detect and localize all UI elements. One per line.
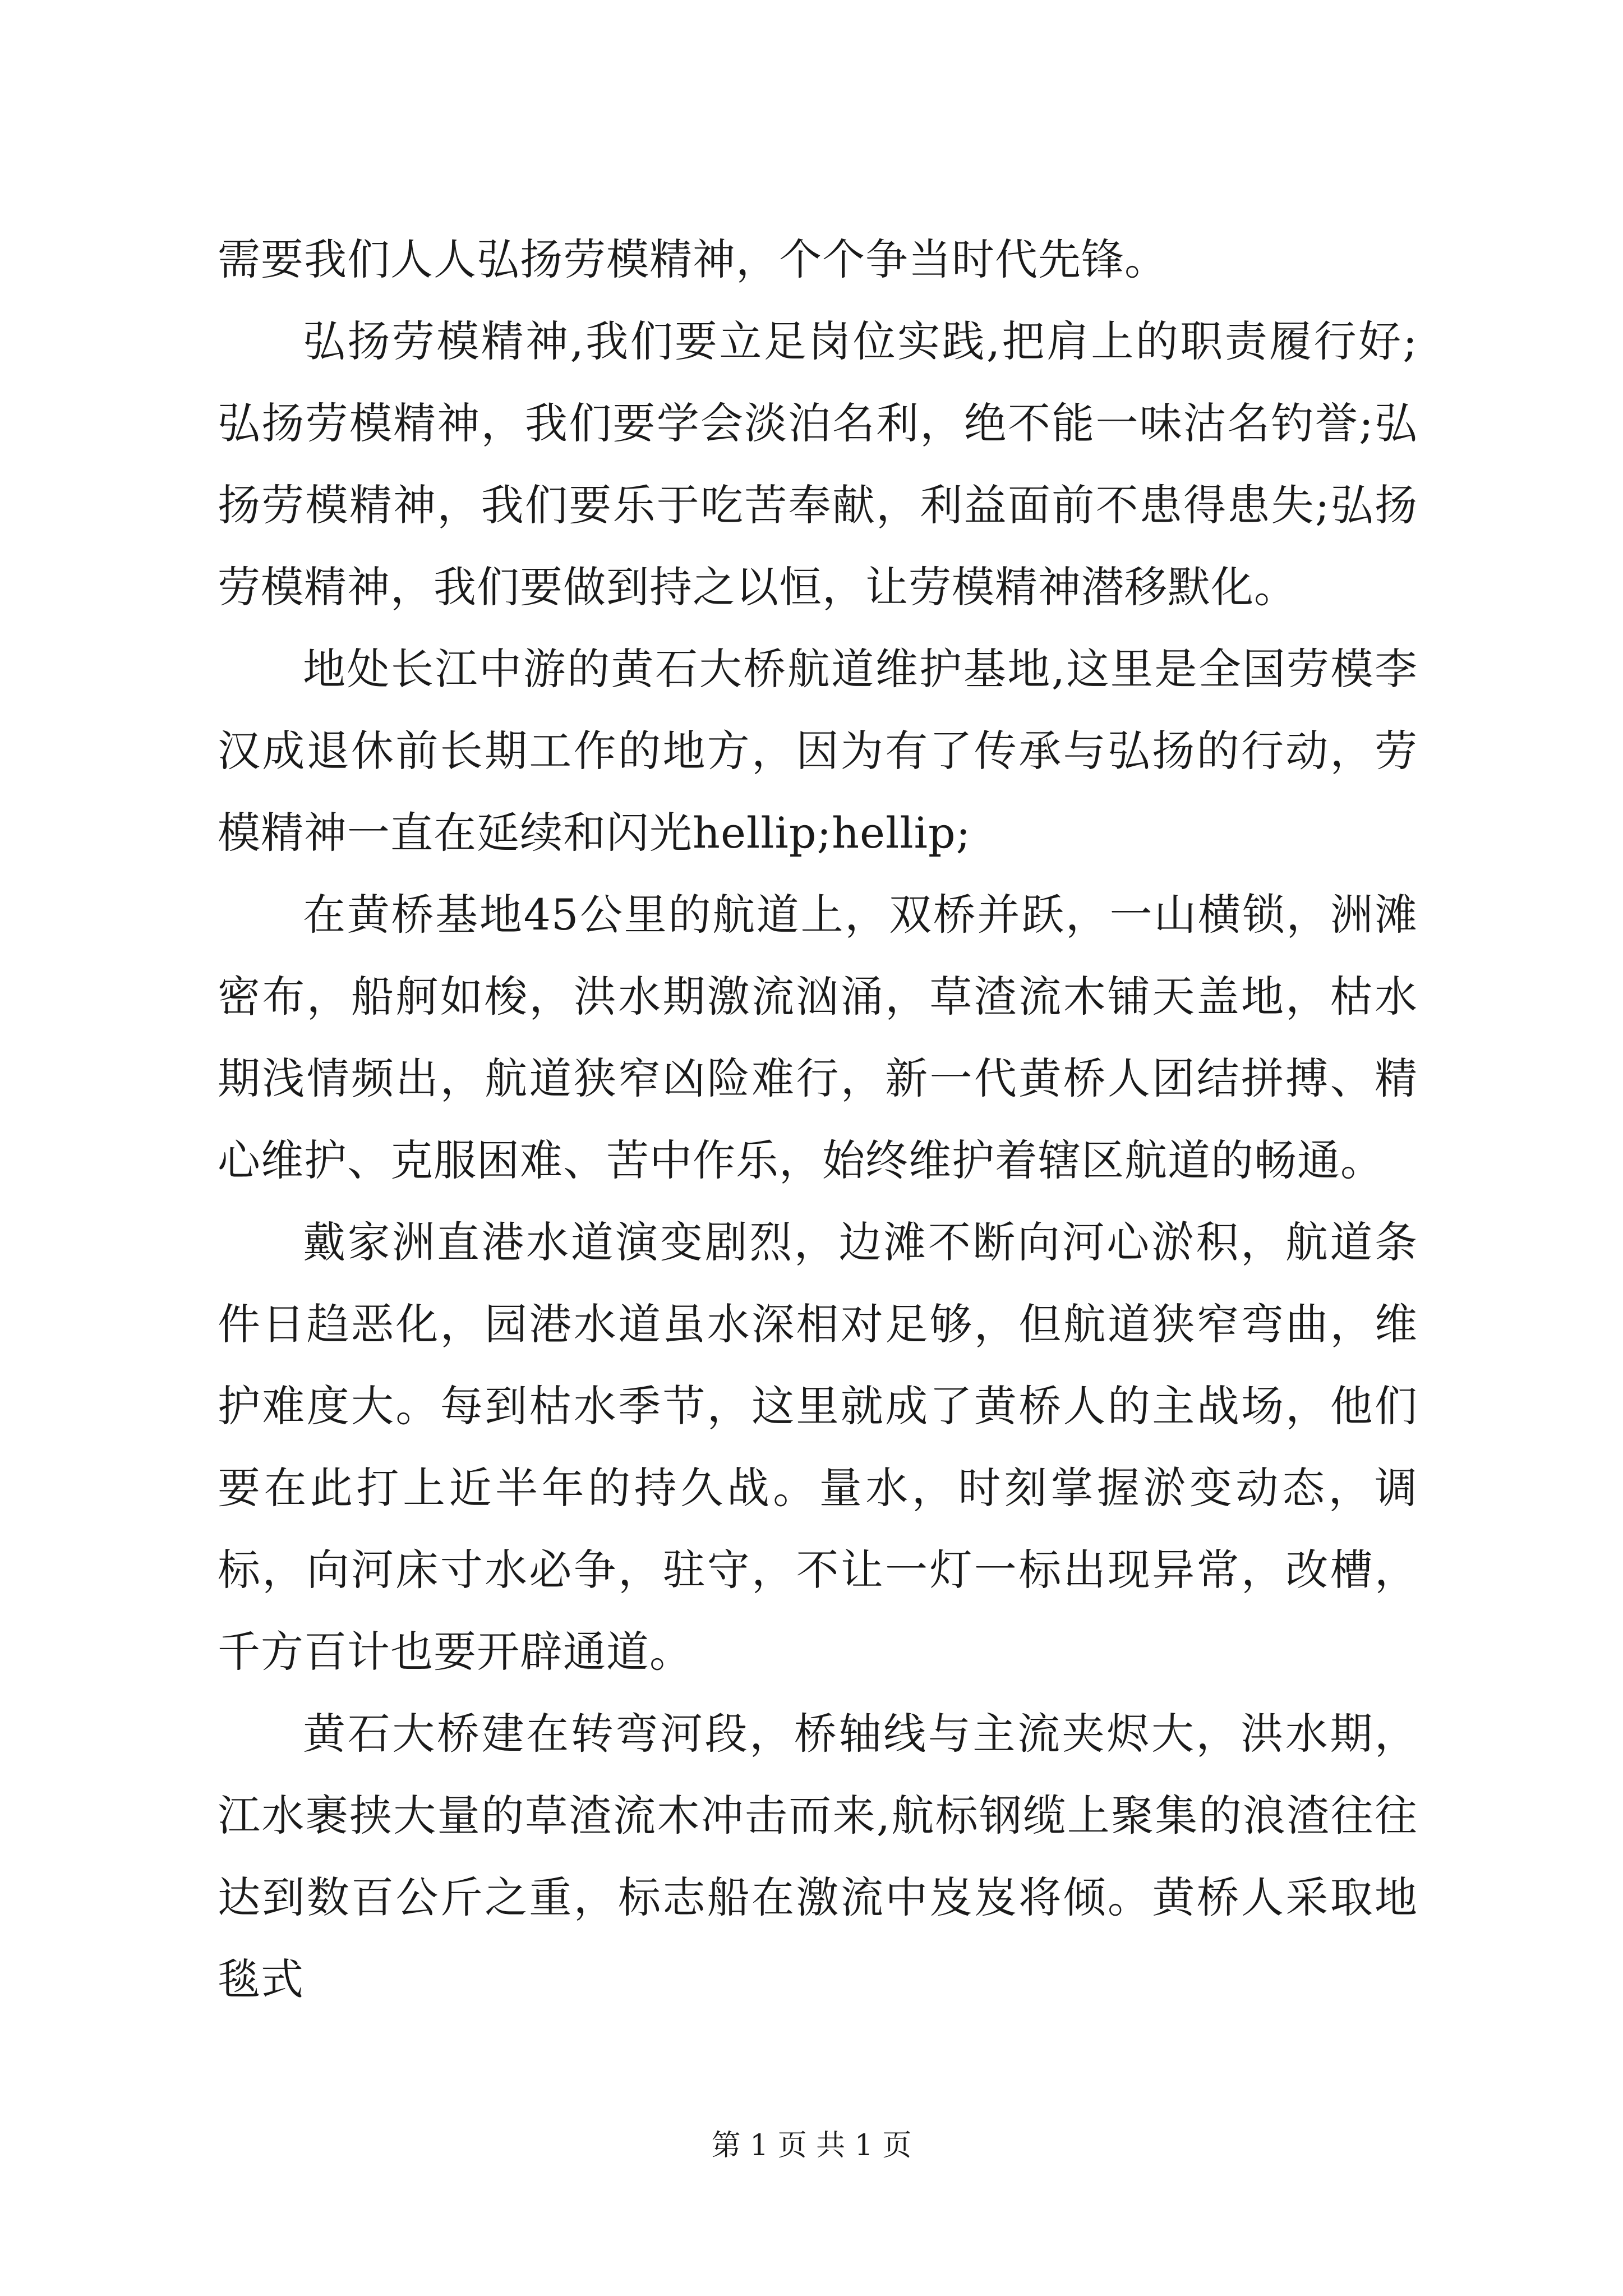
document-body	[218, 219, 1418, 2021]
paragraph-4: 在黄桥基地45公里的航道上，双桥并跃，一山横锁，洲滩密布，船舸如梭，洪水期激流汹涌，草渣流木铺天盖地，枯水期浅情频出，航道狭窄凶险难行，新一代黄桥人团结拼搏、精心维护、克服困难、苦中作乐，始终维护着辖区航道的畅通。	[218, 890, 1418, 1185]
paragraph-2: 弘扬劳模精神,我们要立足岗位实践,把肩上的职责履行好;弘扬劳模精神，我们要学会淡泊名利，绝不能一味沽名钓誉;弘扬劳模精神，我们要乐于吃苦奉献，利益面前不患得患失;弘扬劳模精神，我们要做到持之以恒，让劳模精神潜移默化。	[218, 316, 1418, 612]
page-footer: 第 1 页 共 1 页	[711, 2129, 912, 2162]
paragraph-6: 黄石大桥建在转弯河段，桥轴线与主流夹烬大，洪水期，江水裹挟大量的草渣流木冲击而来,航标钢缆上聚集的浪渣往往达到数百公斤之重，标志船在激流中岌岌将倾。黄桥人采取地毯式	[218, 1709, 1418, 2004]
paragraph-5: 戴家洲直港水道演变剧烈，边滩不断向河心淤积，航道条件日趋恶化，园港水道虽水深相对足够，但航道狭窄弯曲，维护难度大。每到枯水季节，这里就成了黄桥人的主战场，他们要在此打上近半年的持久战。量水，时刻掌握淤变动态，调标，向河床寸水必争，驻守，不让一灯一标出现异常，改槽，千方百计也要开辟通道。	[218, 1217, 1418, 1677]
paragraph-1: 需要我们人人弘扬劳模精神，个个争当时代先锋。	[218, 234, 1168, 284]
paragraph-3: 地处长江中游的黄石大桥航道维护基地,这里是全国劳模李汉成退休前长期工作的地方，因为有了传承与弘扬的行动，劳模精神一直在延续和闪光hellip;hellip;	[218, 644, 1418, 858]
